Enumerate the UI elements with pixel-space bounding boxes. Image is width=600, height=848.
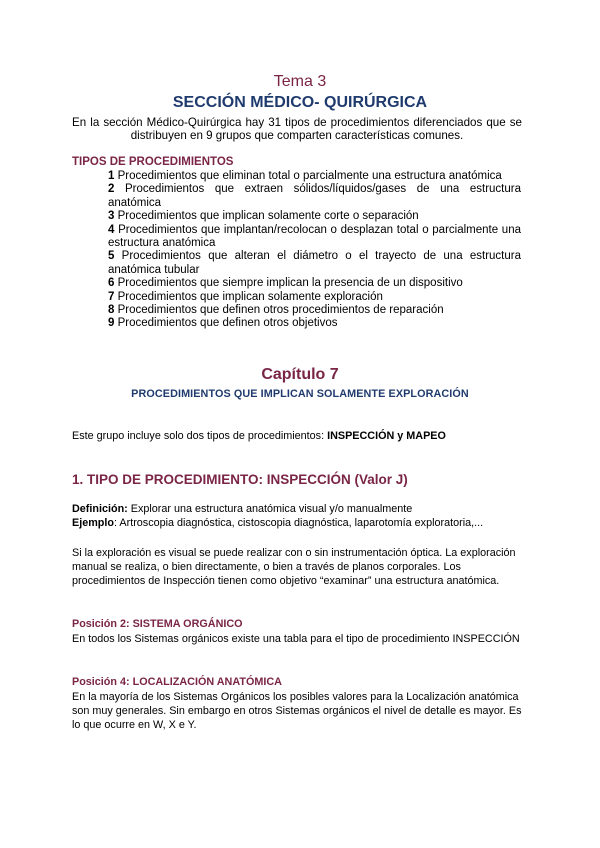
list-item (108, 224, 521, 251)
item-number: 2 (108, 183, 115, 196)
grupo-bold: INSPECCIÓN y MAPEO (327, 430, 446, 442)
item-text: Procedimientos que implican solamente corte o separación (114, 210, 419, 223)
item-number: 3 (108, 210, 115, 223)
chapter-subtitle: PROCEDIMIENTOS QUE IMPLICAN SOLAMENTE EXPLORACIÓN (131, 388, 469, 400)
definition-block (72, 502, 532, 530)
list-item (108, 291, 521, 304)
item-text: Procedimientos que siempre implican la presencia de un dispositivo (114, 277, 463, 290)
item-number: 1 (108, 170, 115, 182)
chapter-title: Capítulo 7 (261, 366, 339, 383)
list-item (108, 170, 521, 183)
tipos-heading: TIPOS DE PROCEDIMIENTOS (72, 156, 234, 168)
definition-text: Explorar una estructura anatómica visual y/o manualmente (127, 503, 413, 515)
item-number: 5 (108, 250, 115, 263)
posicion4-text: En la mayoría de los Sistemas Orgánicos los posibles valores para la Localización anatómica son muy generales. Sin embargo en otros Sistemas orgánicos el nivel de detalle es mayor. Es lo que ocurre en W, X e Y. (72, 691, 522, 731)
list-item (108, 304, 521, 317)
item-number: 4 (108, 223, 115, 236)
definition-label: Definición: (72, 503, 128, 515)
list-item (108, 317, 521, 330)
grupo-paragraph (72, 430, 532, 442)
example-line (72, 516, 532, 530)
item-text: Procedimientos que definen otros objetivos (114, 317, 338, 330)
posicion2-heading: Posición 2: SISTEMA ORGÁNICO (72, 618, 243, 630)
seccion-title: SECCIÓN MÉDICO- QUIRÚRGICA (172, 94, 428, 111)
item-number: 9 (108, 317, 115, 330)
inspeccion-heading: 1. TIPO DE PROCEDIMIENTO: INSPECCIÓN (Valor J) (72, 472, 408, 487)
item-text: Procedimientos que definen otros procedimientos de reparación (114, 304, 444, 317)
grupo-text: Este grupo incluye solo dos tipos de procedimientos: (72, 430, 328, 442)
example-label: Ejemplo (72, 517, 114, 529)
item-text: Procedimientos que extraen sólidos/líquidos/gases de una estructura anatómica (108, 183, 521, 209)
example-text: : Artroscopia diagnóstica, cistoscopia diagnóstica, laparotomía exploratoria,... (114, 517, 484, 529)
definition-line (72, 502, 532, 516)
item-text: Procedimientos que eliminan total o parcialmente una estructura anatómica (114, 170, 502, 182)
tema-title: Tema 3 (273, 73, 327, 90)
list-item (108, 277, 521, 290)
intro-paragraph: En la sección Médico-Quirúrgica hay 31 tipos de procedimientos diferenciados que se distribuyen en 9 grupos que comparten características comunes. (72, 116, 522, 142)
item-text: Procedimientos que implican solamente exploración (114, 290, 383, 303)
posicion4-heading: Posición 4: LOCALIZACIÓN ANATÓMICA (72, 676, 282, 688)
item-number: 6 (108, 277, 115, 290)
list-item (108, 210, 521, 223)
list-item (108, 250, 521, 277)
inspeccion-paragraph: Si la exploración es visual se puede realizar con o sin instrumentación óptica. La exploración manual se realiza, o bien directamente, o bien a través de planos corporales. Los procedimientos de Inspección tienen como objetivo “examinar” una estructura anatómica. (72, 547, 516, 587)
list-item (108, 183, 521, 210)
item-number: 8 (108, 304, 115, 317)
item-number: 7 (108, 290, 115, 303)
item-text: Procedimientos que implantan/recolocan o desplazan total o parcialmente una estructura anatómica (108, 223, 521, 250)
procedure-list (108, 170, 521, 331)
posicion2-text: En todos los Sistemas orgánicos existe una tabla para el tipo de procedimiento INSPECCIÓN (72, 633, 520, 645)
item-text: Procedimientos que alteran el diámetro o el trayecto de una estructura anatómica tubular (108, 250, 521, 276)
